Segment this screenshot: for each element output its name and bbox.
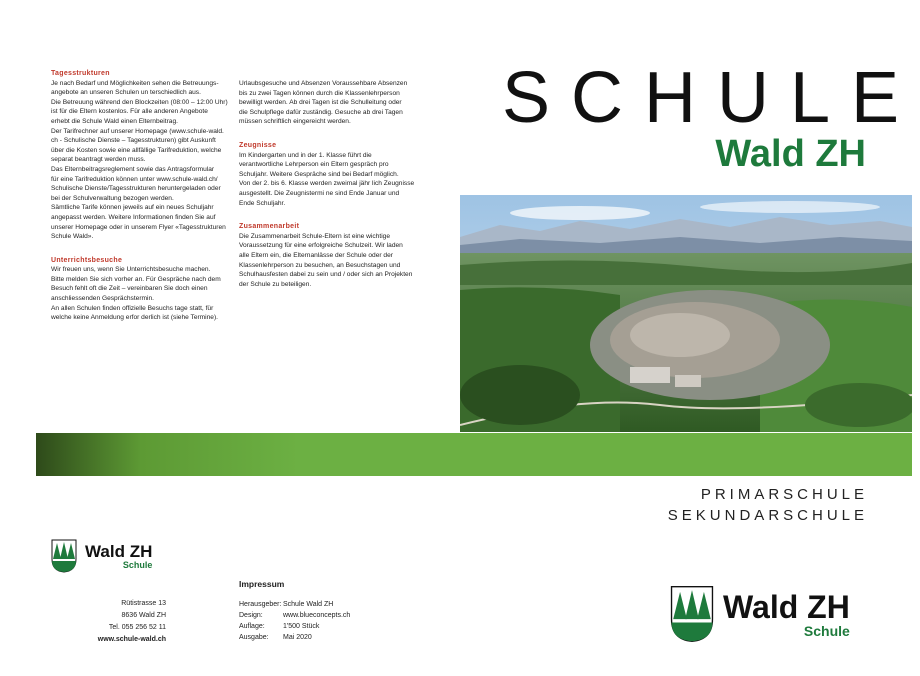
text-line: Voraussetzung für eine erfolgreiche Schulzeit. Wir laden [239, 242, 403, 250]
text-line: für eine Tarifreduktion können unter www.schule-wald.ch/ [51, 175, 218, 183]
address-web[interactable]: www.schule-wald.ch [97, 636, 166, 643]
text-line: Wir freuen uns, wenn Sie Unterrichtsbesuche machen. [51, 266, 211, 274]
text-line: Urlaubsgesuche und Absenzen Voraussehbare Absenzen [239, 80, 408, 87]
text-line: unserer Homepage oder in unserem Flyer «Tagesstrukturen [51, 223, 226, 231]
address-city: 8636 Wald ZH [121, 612, 166, 619]
impressum-row [239, 621, 350, 632]
address-street: Rütistrasse 13 [121, 600, 166, 607]
impressum-title: Impressum [239, 579, 285, 589]
text-line: bewilligt werden. Ab drei Tagen ist die Schulleitung oder [239, 99, 402, 107]
logo-large [669, 585, 850, 643]
text-line: ausgestellt. Die Zeugnistermi ne sind Ende Januar und [239, 189, 400, 197]
coat-of-arms-icon [669, 585, 715, 643]
text-line: Schuljahr. Weitere Gespräche sind bei Bedarf möglich. [239, 170, 399, 178]
text-line: über die Kosten sowie eine allfällige Tarifreduktion, welche [51, 146, 222, 154]
text-line: bis zu zwei Tagen können durch die Klassenlehrperson [239, 89, 400, 97]
text-line: separat beantragt werden muss. [51, 156, 146, 164]
text-line: welche keine Anmeldung erfor derlich ist (siehe Termine). [51, 314, 218, 322]
school-type-primar: PRIMARSCHULE [700, 486, 868, 503]
logo-small [51, 539, 152, 573]
impressum-value[interactable]: www.blueconcepts.ch [283, 612, 351, 619]
section-zusammenarbeit [239, 222, 417, 289]
coat-of-arms-icon [51, 539, 77, 573]
impressum-value: 1'500 Stück [283, 623, 320, 630]
impressum-key: Herausgeber: [239, 601, 282, 608]
text-column-middle [239, 79, 417, 303]
text-line: angepasst werden. Weitere Informationen finden Sie auf [51, 213, 216, 221]
impressum-row [239, 599, 350, 610]
impressum-value: Mai 2020 [283, 634, 312, 641]
section-heading: Unterrichtsbesuche [51, 256, 123, 264]
logo-subtitle: Schule [122, 560, 153, 570]
section-zeugnisse [239, 141, 417, 208]
address-phone: Tel. 055 256 52 11 [108, 624, 166, 631]
text-line: An allen Schulen finden offizielle Besuchs tage statt, für [51, 304, 214, 312]
text-line: Bitte melden Sie sich vorher an. Für Gespräche nach dem [51, 275, 221, 283]
text-line: Besuch fehlt oft die Zeit – vereinbaren Sie doch einen [51, 285, 208, 293]
text-line: Schulische Dienste/Tagesstrukturen heruntergeladen oder [51, 185, 221, 193]
section-heading: Tagesstrukturen [51, 70, 110, 77]
text-line: alle Eltern ein, die Elternanlässe der Schule oder der [239, 251, 393, 259]
text-line: Der Tarifrechner auf unserer Homepage (www.schule-wald. [51, 127, 224, 135]
section-heading: Zeugnisse [239, 141, 277, 149]
text-line: Schule Wald». [51, 233, 94, 241]
text-line: ist für die Eltern kostenlos. Für alle anderen Angebote [51, 108, 208, 116]
impressum-row [239, 632, 350, 643]
address-block [98, 598, 166, 646]
text-line: Im Kindergarten und in der 1. Klasse führt die [239, 151, 372, 159]
section-urlaubsgesuche [239, 79, 417, 127]
text-line: müssen schriftlich eingereicht werden. [239, 118, 351, 126]
text-line: Das Elternbeitragsreglement sowie das Antragsformular [51, 165, 215, 173]
text-line: Je nach Bedarf und Möglichkeiten sehen die Betreuungs- [51, 79, 219, 87]
school-types [668, 484, 868, 526]
logo-name: Wald ZH [723, 589, 850, 625]
section-heading: Zusammenarbeit [239, 223, 300, 231]
section-unterrichtsbesuche [51, 256, 231, 323]
school-type-sekundar: SEKUNDARSCHULE [667, 507, 868, 524]
text-line: Die Betreuung während den Blockzeiten (08:00 – 12:00 Uhr) [51, 98, 228, 106]
logo-subtitle: Schule [803, 623, 850, 639]
cover-title: SCHULE [502, 58, 920, 138]
logo-name: Wald ZH [85, 542, 153, 561]
text-line: Klassenlehrperson zu besuchen, an Besuchstagen und [239, 261, 401, 269]
text-line: Schulhausfesten dabei zu sein und / oder sich an Projekten [239, 271, 413, 279]
green-band [36, 433, 912, 476]
impressum-row [239, 610, 350, 621]
text-line: Von der 2. bis 6. Klasse werden zweimal jähr lich Zeugnisse [239, 180, 415, 188]
section-tagesstrukturen [51, 69, 231, 242]
aerial-photo [460, 195, 912, 432]
text-line: Sämtliche Tarife können jeweils auf ein neues Schuljahr [51, 204, 214, 212]
impressum-key: Ausgabe: [239, 634, 269, 641]
text-line: ch - Schulische Dienste – Tagesstrukturen) gibt Auskunft [51, 137, 216, 145]
impressum-key: Design: [239, 612, 263, 619]
text-line: Ende Schuljahr. [239, 199, 286, 207]
text-line: Die Zusammenarbeit Schule-Eltern ist eine wichtige [239, 232, 390, 240]
impressum-table [239, 599, 350, 643]
impressum-value: Schule Wald ZH [283, 601, 334, 608]
cover-subtitle: Wald ZH [715, 133, 866, 175]
text-line: bei der Schulverwaltung bezogen werden. [51, 194, 174, 202]
impressum-key: Auflage: [239, 623, 265, 630]
text-line: verantwortliche Lehrperson ein Eltern gespräch pro [239, 161, 389, 169]
text-line: erhebt die Schule Wald einen Elternbeitrag. [51, 117, 178, 125]
text-line: die Schulpflege dafür zuständig. Gesuche ab drei Tagen [239, 108, 403, 116]
text-line: der Schule zu beteiligen. [239, 280, 312, 288]
impressum [239, 579, 350, 643]
text-line: anschliessenden Gesprächstermin. [51, 295, 154, 303]
text-line: angebote an unseren Schulen un terschiedlich aus. [51, 89, 201, 97]
text-column-left [51, 69, 231, 337]
